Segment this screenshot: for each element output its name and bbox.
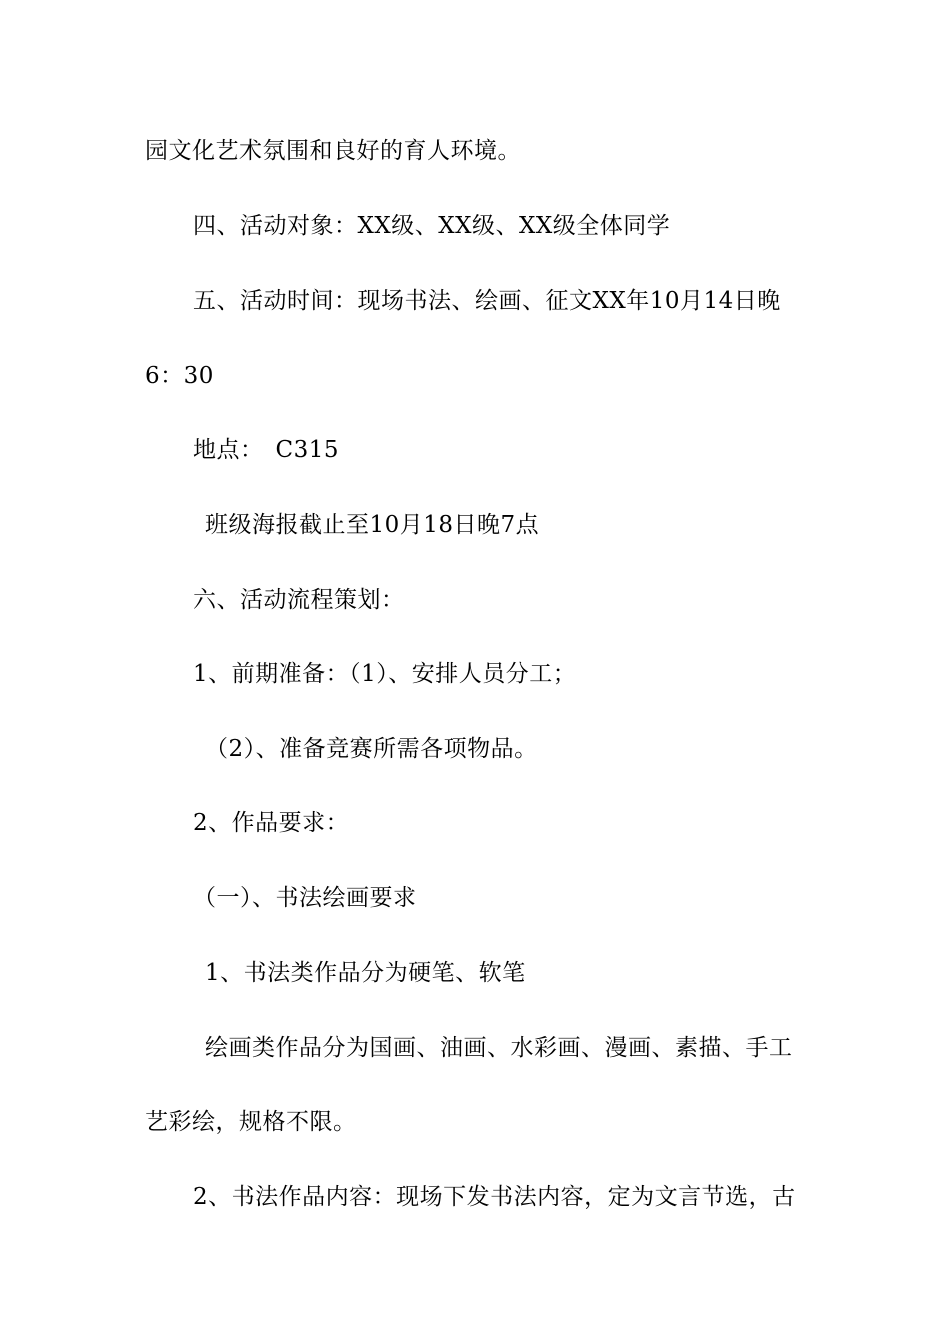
text-line-3: 五、活动时间：现场书法、绘画、征文XX年10月14日晚: [193, 288, 781, 314]
text-line-7: 六、活动流程策划：: [193, 587, 405, 613]
text-line-11: （一）、书法绘画要求: [193, 885, 417, 911]
text-line-14: 艺彩绘，规格不限。: [145, 1109, 357, 1135]
text-line-4: 6：30: [145, 363, 214, 389]
text-line-1: 园文化艺术氛围和良好的育人环境。: [145, 138, 521, 164]
text-line-10: 2、作品要求：: [193, 810, 350, 836]
text-line-6: 班级海报截止至10月18日晚7点: [205, 512, 540, 538]
text-line-9: （2）、准备竞赛所需各项物品。: [205, 736, 538, 762]
text-line-5: 地点： C315: [193, 437, 339, 463]
text-line-13: 绘画类作品分为国画、油画、水彩画、漫画、素描、手工: [205, 1035, 793, 1061]
text-line-8: 1、前期准备：（1）、安排人员分工；: [193, 661, 577, 687]
text-line-12: 1、书法类作品分为硬笔、软笔: [205, 960, 526, 986]
text-line-15: 2、书法作品内容：现场下发书法内容，定为文言节选，古: [193, 1184, 796, 1210]
text-line-2: 四、活动对象：XX级、XX级、XX级全体同学: [193, 213, 671, 239]
